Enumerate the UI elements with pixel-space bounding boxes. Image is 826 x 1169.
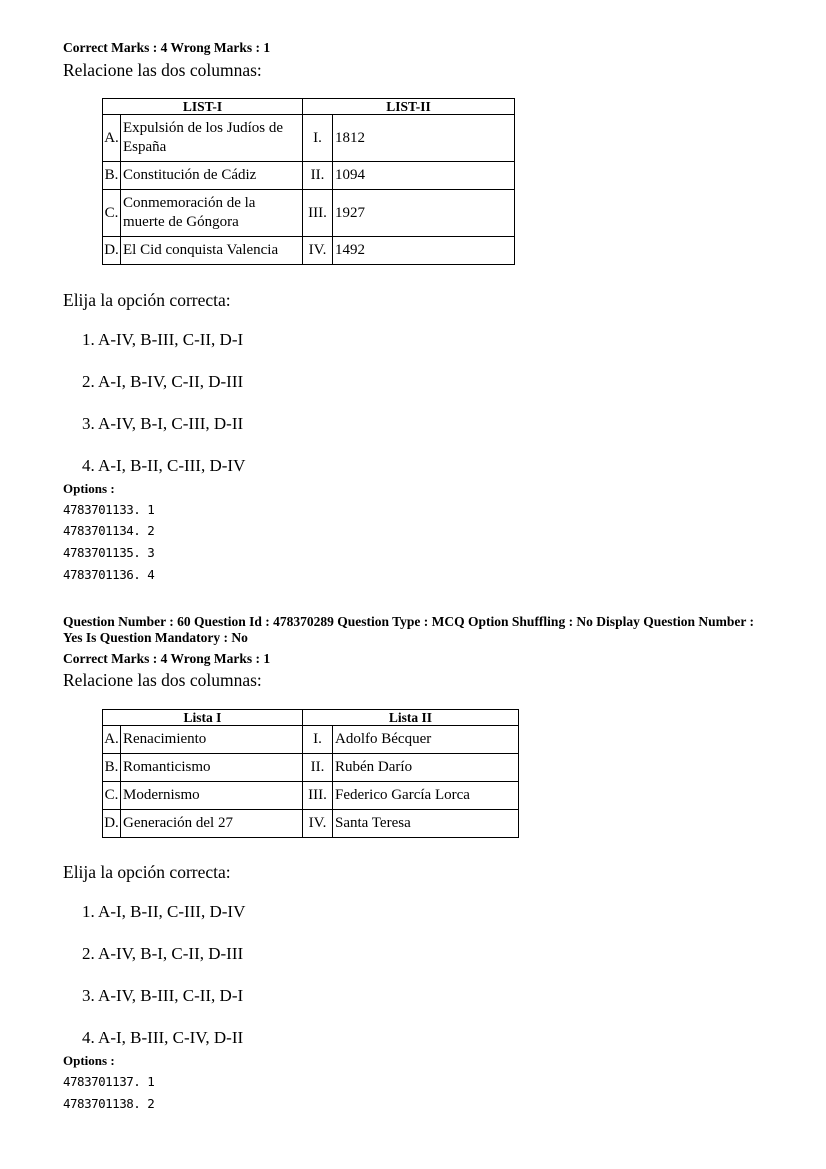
row-value: 1094 xyxy=(333,162,515,190)
q60-choose-prompt: Elija la opción correcta: xyxy=(63,862,231,882)
q60-choice-4: 4. A-I, B-III, C-IV, D-II xyxy=(82,1028,244,1047)
row-value: 1812 xyxy=(333,115,515,162)
q59-choice-3: 3. A-IV, B-I, C-III, D-II xyxy=(82,414,244,433)
q59-option-id-3: 4783701135. 3 xyxy=(63,545,155,560)
row-item: Modernismo xyxy=(121,782,303,810)
table-row xyxy=(103,754,519,782)
q60-choice-2: 2. A-IV, B-I, C-II, D-III xyxy=(82,944,244,963)
q59-option-id-2: 4783701134. 2 xyxy=(63,523,155,538)
table-row xyxy=(103,190,515,237)
row-value: 1927 xyxy=(333,190,515,237)
q59-choose-prompt: Elija la opción correcta: xyxy=(63,290,231,310)
row-roman: III. xyxy=(303,782,333,810)
q60-choice-1: 1. A-I, B-II, C-III, D-IV xyxy=(82,902,246,921)
table-row xyxy=(103,237,515,265)
q59-marks: Correct Marks : 4 Wrong Marks : 1 xyxy=(63,40,271,55)
row-value: Adolfo Bécquer xyxy=(333,726,519,754)
q60-match-table xyxy=(102,709,519,838)
q60-prompt: Relacione las dos columnas: xyxy=(63,670,262,690)
q59-choice-1: 1. A-IV, B-III, C-II, D-I xyxy=(82,330,244,349)
row-roman: IV. xyxy=(303,237,333,265)
row-roman: I. xyxy=(303,726,333,754)
row-letter: D. xyxy=(103,810,121,838)
row-roman: I. xyxy=(303,115,333,162)
row-item: Conmemoración de la muerte de Góngora xyxy=(121,190,303,237)
q60-marks: Correct Marks : 4 Wrong Marks : 1 xyxy=(63,651,271,666)
row-value: Santa Teresa xyxy=(333,810,519,838)
q59-option-id-1: 4783701133. 1 xyxy=(63,502,155,517)
row-item: Constitución de Cádiz xyxy=(121,162,303,190)
table-row xyxy=(103,810,519,838)
row-value: 1492 xyxy=(333,237,515,265)
row-letter: A. xyxy=(103,115,121,162)
table-row xyxy=(103,115,515,162)
row-roman: II. xyxy=(303,754,333,782)
row-roman: IV. xyxy=(303,810,333,838)
table-row xyxy=(103,726,519,754)
q60-option-id-2: 4783701138. 2 xyxy=(63,1096,155,1111)
q59-prompt: Relacione las dos columnas: xyxy=(63,60,262,80)
q60-option-id-1: 4783701137. 1 xyxy=(63,1074,155,1089)
q59-option-id-4: 4783701136. 4 xyxy=(63,567,155,582)
q59-header-left: LIST-I xyxy=(103,99,303,115)
q59-choice-2: 2. A-I, B-IV, C-II, D-III xyxy=(82,372,244,391)
row-roman: II. xyxy=(303,162,333,190)
row-value: Rubén Darío xyxy=(333,754,519,782)
q60-header-right: Lista II xyxy=(303,710,519,726)
q59-options-label: Options : xyxy=(63,481,115,496)
row-item: Renacimiento xyxy=(121,726,303,754)
row-value: Federico García Lorca xyxy=(333,782,519,810)
row-letter: C. xyxy=(103,190,121,237)
row-letter: B. xyxy=(103,162,121,190)
q59-match-table xyxy=(102,98,515,265)
q60-header: Question Number : 60 Question Id : 478370289 Question Type : MCQ Option Shuffling : No Display Question Number : Yes Is Question Mandatory : No xyxy=(63,614,754,645)
q59-choice-4: 4. A-I, B-II, C-III, D-IV xyxy=(82,456,246,475)
table-row xyxy=(103,162,515,190)
row-item: Generación del 27 xyxy=(121,810,303,838)
q60-header-left: Lista I xyxy=(103,710,303,726)
q60-choice-3: 3. A-IV, B-III, C-II, D-I xyxy=(82,986,244,1005)
row-letter: B. xyxy=(103,754,121,782)
row-item: Romanticismo xyxy=(121,754,303,782)
row-letter: D. xyxy=(103,237,121,265)
q59-header-right: LIST-II xyxy=(303,99,515,115)
row-item: Expulsión de los Judíos de España xyxy=(121,115,303,162)
q60-options-label: Options : xyxy=(63,1053,115,1068)
row-item: El Cid conquista Valencia xyxy=(121,237,303,265)
row-letter: A. xyxy=(103,726,121,754)
row-letter: C. xyxy=(103,782,121,810)
row-roman: III. xyxy=(303,190,333,237)
table-row xyxy=(103,782,519,810)
